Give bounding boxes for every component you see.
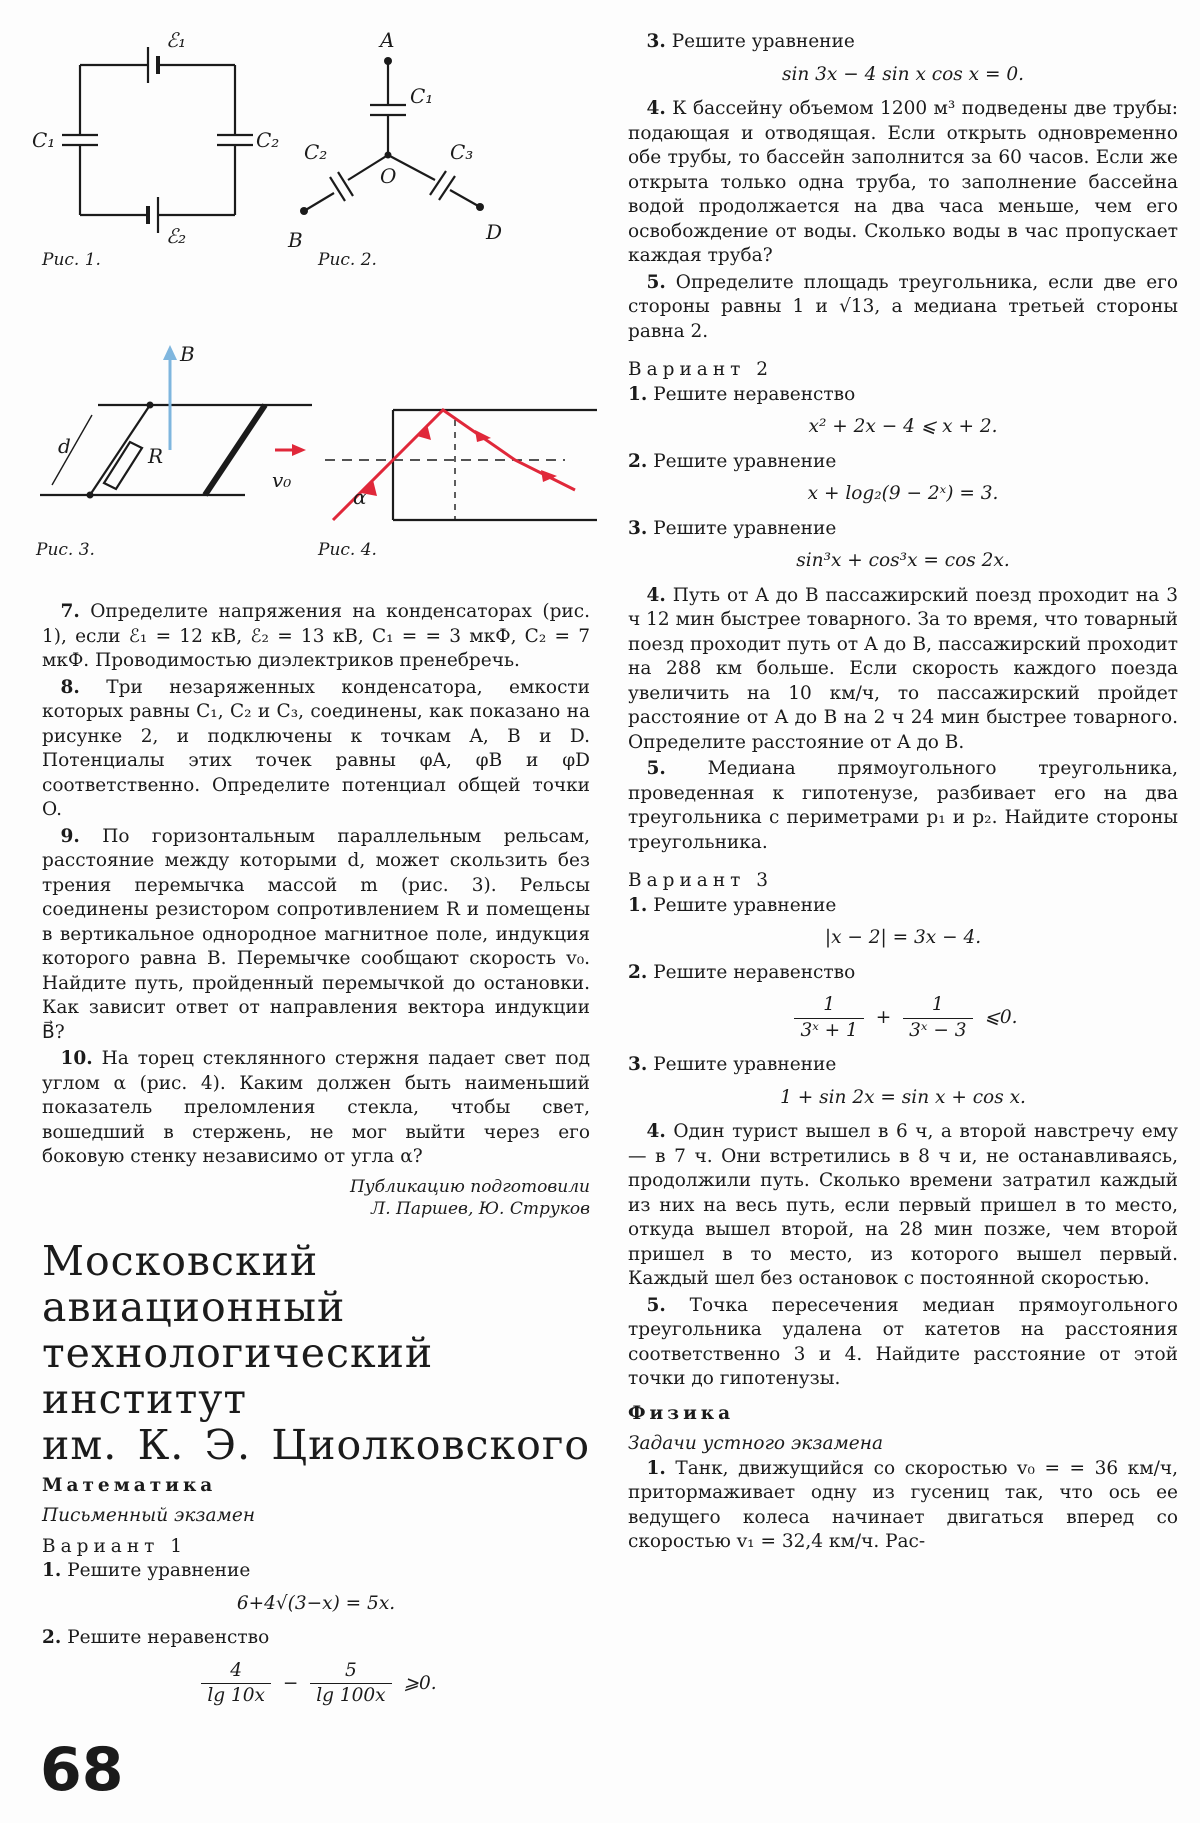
subject-math: Математика	[42, 1474, 217, 1496]
exam-type: Письменный экзамен	[42, 1505, 256, 1526]
variant-2-heading: Вариант 2	[628, 359, 774, 380]
fig2-label-c1: C₁	[410, 84, 434, 108]
figure-1-circuit	[30, 25, 290, 248]
v3-task-2-inequality: $\frac{1}{\text{3ˣ + 1}}$ + $\frac{1}{\text{3ˣ − 3}}$ ⩽0.	[628, 993, 1178, 1043]
problem-7: 7. Определите напряжения на конденсаторах (рис. 1), если ℰ₁ = 12 кВ, ℰ₂ = 13 кВ, C₁ = = 3 мкФ, C₂ = 7 мкФ. Проводимостью диэлектриков пренебречь.	[42, 601, 590, 671]
fig1-label-c1: C₁	[32, 128, 56, 152]
fig2-label-o: O	[380, 164, 397, 188]
v1-task-3-equation: sin 3x − 4 sin x cos x = 0.	[781, 63, 1025, 85]
v1-task-3: 3. Решите уравнение	[646, 31, 855, 52]
fig1-label-c2: C₂	[256, 128, 280, 152]
fig1-label-e2: ℰ₂	[166, 224, 187, 248]
fig4-label-alpha: α	[353, 485, 367, 509]
fig2-label-c3: C₃	[450, 140, 474, 164]
v2-task-1: 1. Решите неравенство	[628, 383, 856, 405]
v2-task-2: 2. Решите уравнение	[628, 450, 837, 472]
v1-task-1-equation: 6+4√(3−x) = 5x.	[236, 1592, 396, 1614]
figure-2-capacitor-star	[288, 25, 590, 255]
fig1-caption: Рис. 1.	[42, 250, 101, 270]
v2-task-1-inequality: x² + 2x − 4 ⩽ x + 2.	[808, 416, 998, 437]
variant-1-heading: Вариант 1	[42, 1535, 188, 1557]
problem-9: 9. По горизонтальным параллельным рельсам, расстояние между которыми d, может скользить без трения перемычка массой m (рис. 3). Рельсы соединены резистором сопротивлением R и помещены в вертикальное однородное магнитное поле, индукция которого равна B. Перемычке сообщают скорость v₀. Найдите путь, пройденный перемычкой до остановки. Как зависит ответ от направления вектора индукции B⃗?	[42, 825, 590, 1043]
figure-3-rails	[30, 335, 320, 530]
page-number: 68	[40, 1735, 124, 1805]
v2-task-3: 3. Решите уравнение	[628, 517, 837, 539]
problem-10: 10. На торец стеклянного стержня падает свет под углом α (рис. 4). Каким должен быть наименьший показатель преломления стекла, чтобы свет, вошедший в стержень, не мог выйти через его боковую стенку независимо от угла α?	[42, 1048, 590, 1167]
v3-task-5: 5. Точка пересечения медиан прямоугольного треугольника удалена от катетов на расстояния соответственно 3 и 4. Найдите расстояние от этой точки до гипотенузы.	[628, 1294, 1178, 1389]
fig2-label-a: A	[380, 28, 395, 52]
v1-task-2: 2. Решите неравенство	[42, 1627, 270, 1648]
v3-task-4: 4. Один турист вышел в 6 ч, а второй навстречу ему — в 7 ч. Они встретились в 8 ч и, не останавливаясь, продолжили путь. Сколько времени затратил каждый из них на весь путь, если первый пришел в то место, откуда вышел второй, на 28 мин позже, чем второй пришел в то место, из которого вышел первый. Каждый шел без остановок с постоянной скоростью.	[628, 1121, 1178, 1289]
figure-4-glass-rod	[325, 400, 600, 545]
problem-8: 8. Три незаряженных конденсатора, емкости которых равны C₁, C₂ и C₃, соединены, как показано на рисунке 2, и подключены к точкам A, B и D. Потенциалы этих точек равны φA, φB и φD соответственно. Определите потенциал общей точки O.	[42, 676, 590, 820]
institute-title: Московский авиационный технологический институт им. К. Э. Циолковского	[42, 1236, 590, 1469]
v2-task-2-equation: x + log₂(9 − 2ˣ) = 3.	[807, 483, 999, 504]
fig3-label-v0: v₀	[272, 468, 292, 492]
v3-task-1-equation: |x − 2| = 3x − 4.	[824, 927, 982, 948]
fig3-label-d: d	[58, 434, 71, 458]
fig2-label-c2: C₂	[304, 140, 328, 164]
fig3-caption: Рис. 3.	[36, 540, 95, 560]
fig2-label-b: B	[288, 228, 303, 252]
fig3-label-r: R	[148, 444, 164, 468]
right-column	[628, 30, 1178, 1555]
variant-3-heading: Вариант 3	[628, 870, 774, 891]
fig1-label-e1: ℰ₁	[166, 28, 187, 52]
v2-task-5: 5. Медиана прямоугольного треугольника, проведенная к гипотенузе, разбивает его на два треугольника с периметрами p₁ и p₂. Найдите стороны треугольника.	[628, 758, 1179, 853]
v3-task-1: 1. Решите уравнение	[628, 894, 837, 916]
publication-credit: Публикацию подготовили Л. Паршев, Ю. Струков	[349, 1176, 590, 1219]
v1-task-5: 5. Определите площадь треугольника, если две его стороны равны 1 и √13, а медиана третьей стороны равна 2.	[628, 271, 1178, 342]
v3-task-3-equation: 1 + sin 2x = sin x + cos x.	[780, 1086, 1026, 1108]
fig4-caption: Рис. 4.	[318, 540, 377, 560]
v3-task-2: 2. Решите неравенство	[628, 961, 856, 983]
oral-exam-heading: Задачи устного экзамена	[628, 1433, 883, 1454]
v1-task-4: 4. К бассейну объемом 1200 м³ подведены две трубы: подающая и отводящая. Если открыть одновременно обе трубы, то бассейн заполнится за 60 часов. Если же открыта только одна труба, то заполнение бассейна водой продолжается на два часа меньше, чем его освобождение от воды. Сколько воды в час пропускает каждая труба?	[628, 98, 1178, 266]
physics-task-1: 1. Танк, движущийся со скоростью v₀ = = 36 км/ч, притормаживает одну из гусениц так, что ось ее ведущего колеса начинает двигаться вперед со скоростью v₁ = 32,4 км/ч. Рас-	[628, 1457, 1178, 1552]
fig2-caption: Рис. 2.	[318, 250, 377, 270]
left-column	[42, 600, 590, 1719]
subject-physics: Физика	[628, 1402, 735, 1424]
v1-task-2-inequality: $\frac{4}{\lg 10x}$ − $\frac{5}{\lg 100x}$ ⩾0.	[42, 1659, 590, 1709]
v2-task-3-equation: sin³x + cos³x = cos 2x.	[796, 550, 1010, 571]
fig2-label-d: D	[486, 220, 503, 244]
fig3-label-b: B	[180, 342, 195, 366]
v1-task-1: 1. Решите уравнение	[42, 1560, 251, 1581]
v3-task-3: 3. Решите уравнение	[628, 1054, 837, 1075]
v2-task-4: 4. Путь от A до B пассажирский поезд проходит на 3 ч 12 мин быстрее товарного. За то время, что товарный поезд проходит путь от A до B, пассажирский проходит на 288 км больше. Если скорость каждого поезда увеличить на 10 км/ч, то пассажирский пройдет расстояние от A до B на 2 ч 24 мин быстрее товарного. Определите расстояние от A до B.	[628, 584, 1178, 753]
